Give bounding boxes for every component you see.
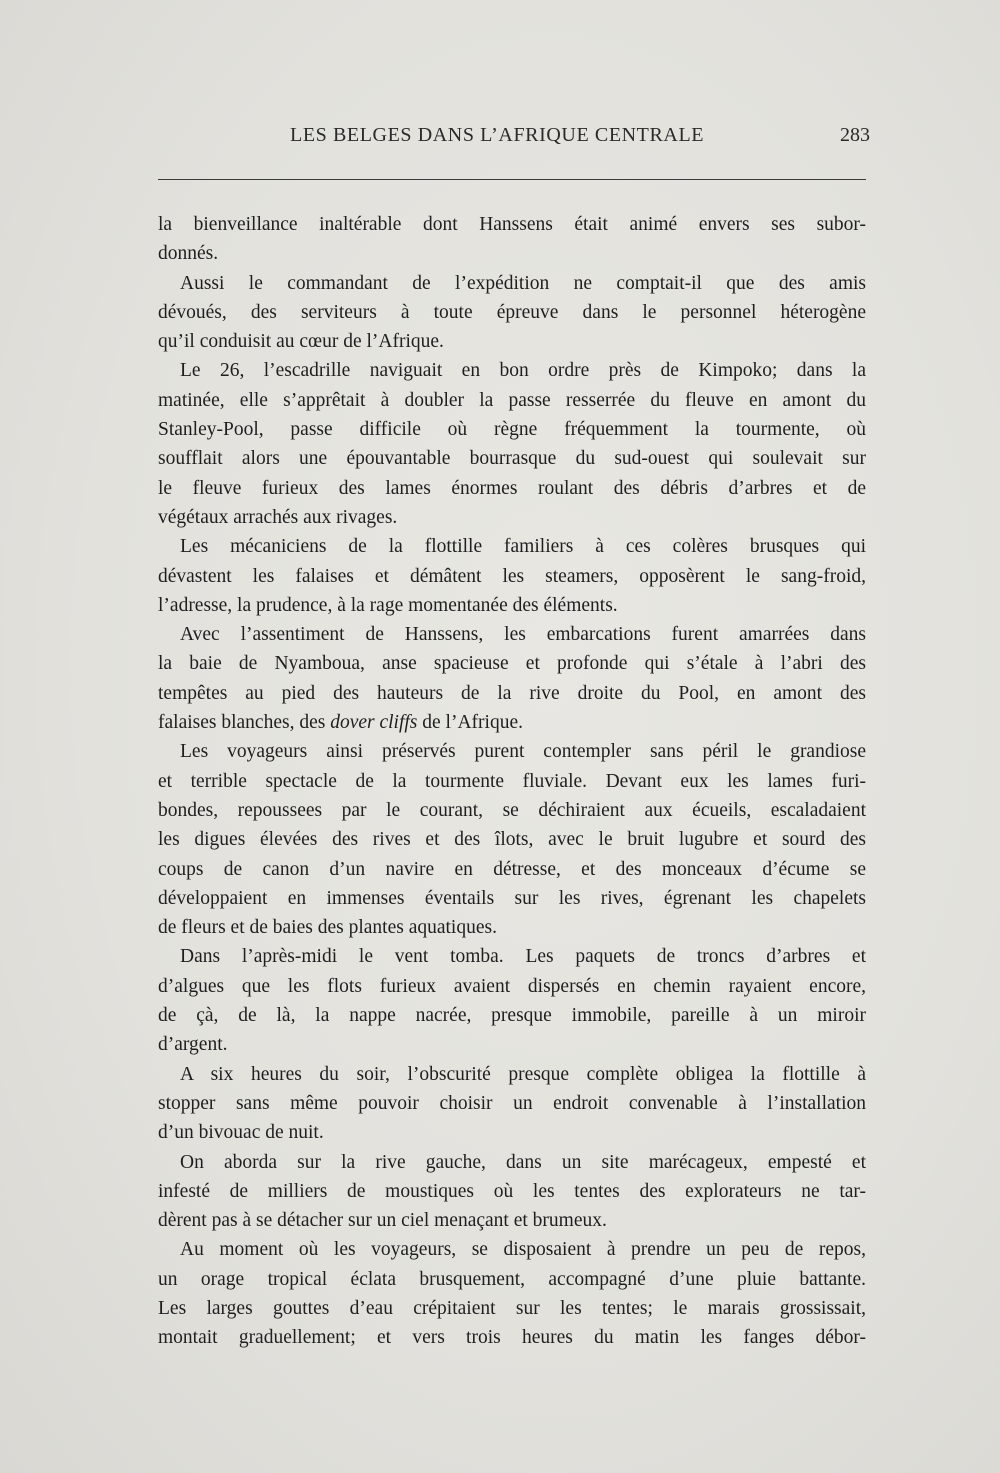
text-line: Dans l’après-midi le vent tomba. Les paquets de troncs d’arbres et	[180, 946, 866, 968]
text-line: la baie de Nyamboua, anse spacieuse et profonde qui s’étale à l’abri des	[158, 653, 866, 675]
text-line: soufflait alors une épouvantable bourrasque du sud-ouest qui soulevait sur	[158, 448, 866, 470]
text-line: Le 26, l’escadrille naviguait en bon ordre près de Kimpoko; dans la	[180, 360, 866, 382]
text-line: d’argent.	[158, 1034, 228, 1056]
text-line: Les voyageurs ainsi préservés purent contempler sans péril le grandiose	[180, 741, 866, 763]
text-line: dévastent les falaises et démâtent les steamers, opposèrent le sang-froid,	[158, 565, 866, 587]
text-line: Les mécaniciens de la flottille familiers à ces colères brusques qui	[180, 536, 866, 558]
header-rule	[158, 179, 866, 180]
text-line: Stanley-Pool, passe difficile où règne fréquemment la tourmente, où	[158, 419, 866, 441]
text-line: qu’il conduisit au cœur de l’Afrique.	[158, 331, 444, 353]
text-line: végétaux arrachés aux rivages.	[158, 506, 398, 528]
text-line: tempêtes au pied des hauteurs de la rive droite du Pool, en amont des	[158, 682, 866, 704]
text-line: dèrent pas à se détacher sur un ciel menaçant et brumeux.	[158, 1210, 607, 1232]
running-title: LES BELGES DANS L’AFRIQUE CENTRALE	[290, 124, 705, 146]
text-line: montait graduellement; et vers trois heures du matin les fanges débor-	[158, 1327, 866, 1349]
text-line: d’algues que les flots furieux avaient dispersés en chemin rayaient encore,	[158, 975, 866, 997]
text-line: Au moment où les voyageurs, se disposaient à prendre un peu de repos,	[180, 1239, 866, 1261]
text-line: Les larges gouttes d’eau crépitaient sur les tentes; le marais grossissait,	[158, 1297, 866, 1319]
text-segment: de l’Afrique.	[417, 712, 523, 734]
text-segment: falaises blanches, des	[158, 712, 331, 734]
body-text	[158, 210, 866, 1353]
italic-phrase: dover cliffs	[330, 712, 418, 734]
text-line: On aborda sur la rive gauche, dans un site marécageux, empesté et	[180, 1151, 866, 1173]
text-line: Avec l’assentiment de Hanssens, les embarcations furent amarrées dans	[180, 624, 866, 646]
text-line: de çà, de là, la nappe nacrée, presque immobile, pareille à un miroir	[158, 1005, 866, 1027]
text-line: coups de canon d’un navire en détresse, et des monceaux d’écume se	[158, 858, 866, 880]
text-line: le fleuve furieux des lames énormes roulant des débris d’arbres et de	[158, 477, 866, 499]
text-line: A six heures du soir, l’obscurité presque complète obligea la flottille à	[180, 1063, 866, 1085]
text-line: donnés.	[158, 243, 219, 265]
text-line: et terrible spectacle de la tourmente fluviale. Devant eux les lames furi-	[158, 770, 866, 792]
text-line	[158, 708, 866, 737]
text-line: de fleurs et de baies des plantes aquatiques.	[158, 917, 497, 939]
text-line: développaient en immenses éventails sur les rives, égrenant les chapelets	[158, 887, 866, 909]
text-line: l’adresse, la prudence, à la rage momentanée des éléments.	[158, 594, 618, 616]
text-line: bondes, repoussees par le courant, se déchiraient aux écueils, escaladaient	[158, 799, 866, 821]
text-line: la bienveillance inaltérable dont Hanssens était animé envers ses subor-	[158, 214, 866, 235]
text-line: infesté de milliers de moustiques où les tentes des explorateurs ne tar-	[158, 1180, 866, 1202]
text-line: dévoués, des serviteurs à toute épreuve dans le personnel héterogène	[158, 301, 866, 323]
text-line: d’un bivouac de nuit.	[158, 1122, 324, 1144]
text-line: un orage tropical éclata brusquement, accompagné d’une pluie battante.	[158, 1268, 866, 1290]
page-number: 283	[840, 124, 870, 146]
text-line: Aussi le commandant de l’expédition ne comptait-il que des amis	[180, 272, 866, 294]
text-line: stopper sans même pouvoir choisir un endroit convenable à l’installation	[158, 1092, 866, 1114]
text-line: matinée, elle s’apprêtait à doubler la passe resserrée du fleuve en amont du	[158, 389, 866, 411]
text-line: les digues élevées des rives et des îlots, avec le bruit lugubre et sourd des	[158, 829, 866, 851]
page-header	[150, 124, 870, 156]
